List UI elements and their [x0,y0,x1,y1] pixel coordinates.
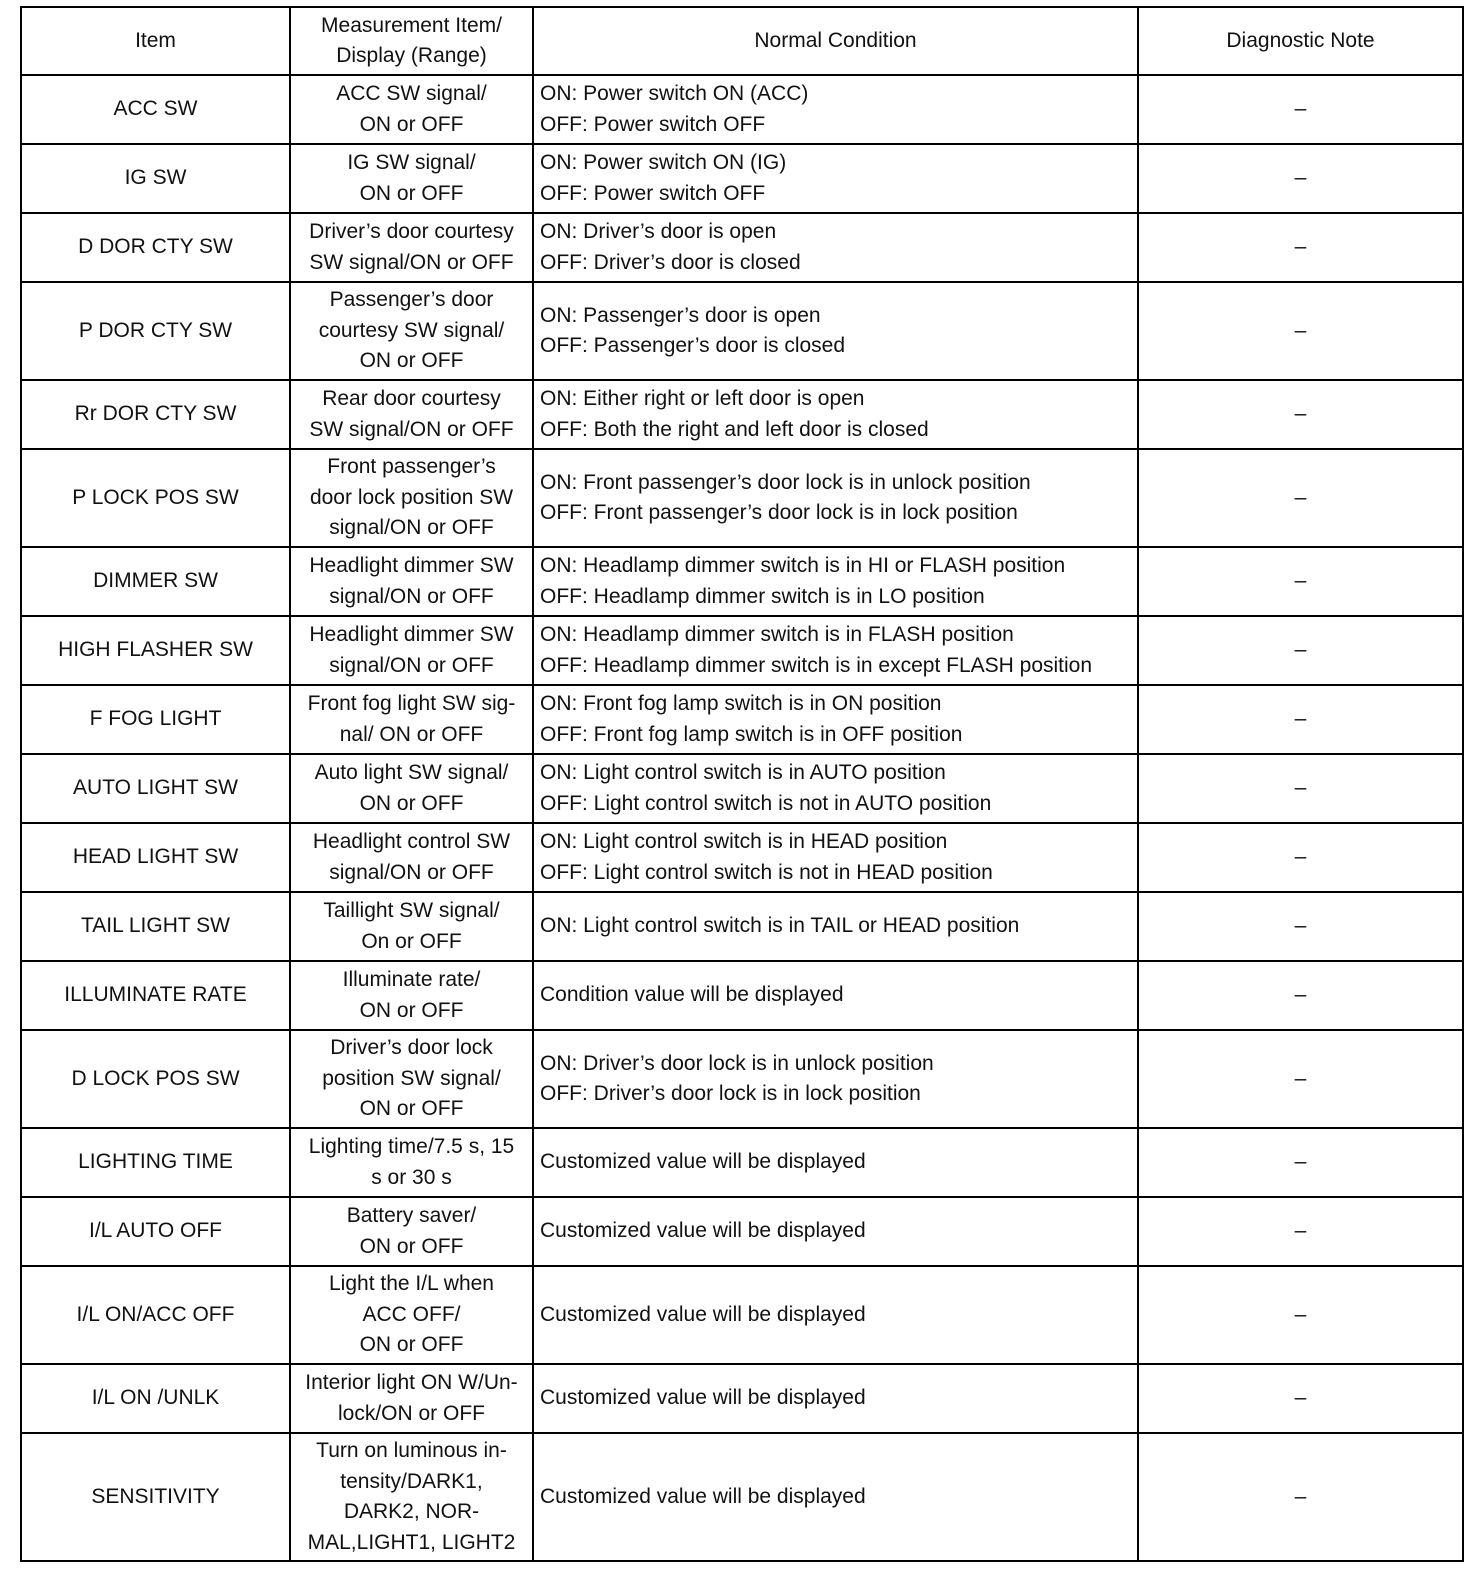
table-row [21,380,1463,449]
measurement-line: IG SW signal/ [347,151,476,174]
measurement-line: DARK2, NOR- [343,1500,480,1523]
normal-condition-line: ON: Front passenger’s door lock is in unlock position [540,470,1031,494]
normal-condition-line: ON: Driver’s door lock is in unlock position [540,1051,934,1075]
cell-diagnostic-note: – [1138,75,1463,144]
measurement-line: ACC SW signal/ [336,82,487,105]
header-normal-condition: Normal Condition [533,7,1138,75]
measurement-line: Driver’s door courtesy [309,220,514,243]
measurement-line: Interior light ON W/Un- [305,1371,518,1394]
table-row [21,144,1463,213]
cell-measurement [290,449,533,547]
cell-item: I/L ON /UNLK [21,1364,290,1433]
normal-condition-line: Customized value will be displayed [540,1219,866,1243]
cell-measurement [290,1030,533,1128]
measurement-line: ON or OFF [359,1097,464,1121]
table-row [21,547,1463,616]
normal-condition-line: ON: Passenger’s door is open [540,303,821,327]
cell-diagnostic-note: – [1138,1364,1463,1433]
cell-measurement [290,1197,533,1266]
cell-normal-condition [533,213,1138,282]
cell-normal-condition [533,282,1138,380]
measurement-line: ACC OFF/ [362,1302,461,1326]
measurement-line: signal/ON or OFF [329,860,494,884]
measurement-line: nal/ ON or OFF [339,722,484,746]
normal-condition-line: OFF: Headlamp dimmer switch is in except FLASH position [540,653,1093,677]
measurement-line: Taillight SW signal/ [323,899,500,922]
table-body [21,75,1463,1561]
cell-diagnostic-note: – [1138,282,1463,380]
normal-condition-line: ON: Front fog lamp switch is in ON position [540,692,942,715]
cell-diagnostic-note: – [1138,144,1463,213]
cell-item: ILLUMINATE RATE [21,961,290,1030]
measurement-line: MAL,LIGHT1, LIGHT2 [307,1530,516,1554]
measurement-line: SW signal/ON or OFF [309,250,514,274]
normal-condition-line: Customized value will be displayed [540,1150,866,1174]
cell-item: ACC SW [21,75,290,144]
cell-normal-condition [533,823,1138,892]
normal-condition-line: ON: Headlamp dimmer switch is in HI or FLASH position [540,554,1066,577]
cell-diagnostic-note: – [1138,449,1463,547]
normal-condition-line: OFF: Both the right and left door is closed [540,417,929,441]
cell-item: P LOCK POS SW [21,449,290,547]
measurement-line: SW signal/ON or OFF [309,417,514,441]
cell-normal-condition [533,685,1138,754]
cell-item: I/L ON/ACC OFF [21,1266,290,1364]
measurement-line: Auto light SW signal/ [314,761,509,784]
measurement-line: Light the I/L when [328,1272,494,1296]
normal-condition-line: ON: Power switch ON (ACC) [540,82,809,105]
normal-condition-line: Customized value will be displayed [540,1484,866,1508]
cell-diagnostic-note: – [1138,892,1463,961]
normal-condition-line: ON: Light control switch is in TAIL or HEAD position [540,914,1020,938]
cell-item: D DOR CTY SW [21,213,290,282]
measurement-line: Rear door courtesy [322,387,501,410]
measurement-line: Battery saver/ [346,1204,477,1227]
cell-normal-condition [533,75,1138,144]
normal-condition-line: OFF: Headlamp dimmer switch is in LO position [540,584,985,608]
measurement-line: position SW signal/ [322,1066,501,1090]
cell-item: P DOR CTY SW [21,282,290,380]
table-row [21,213,1463,282]
normal-condition-line: OFF: Power switch OFF [540,181,766,205]
cell-normal-condition [533,449,1138,547]
cell-diagnostic-note: – [1138,616,1463,685]
table-row [21,1364,1463,1433]
cell-normal-condition [533,754,1138,823]
normal-condition-line: ON: Light control switch is in HEAD position [540,830,948,853]
cell-item: I/L AUTO OFF [21,1197,290,1266]
normal-condition-line: OFF: Front passenger’s door lock is in lock position [540,501,1018,524]
cell-normal-condition [533,961,1138,1030]
measurement-line: Headlight dimmer SW [309,554,514,577]
cell-measurement [290,380,533,449]
normal-condition-line: OFF: Light control switch is not in HEAD position [540,860,993,884]
measurement-line: Front fog light SW sig- [307,692,516,715]
table-row [21,616,1463,685]
table-row [21,685,1463,754]
cell-diagnostic-note: – [1138,754,1463,823]
measurement-line: s or 30 s [371,1165,452,1189]
cell-item: IG SW [21,144,290,213]
header-diagnostic-note: Diagnostic Note [1138,7,1463,75]
measurement-line: ON or OFF [359,349,464,373]
cell-measurement [290,282,533,380]
measurement-line: ON or OFF [359,112,464,136]
table-row [21,1128,1463,1197]
diagnostic-table [20,6,1464,1562]
cell-item: LIGHTING TIME [21,1128,290,1197]
cell-item: HIGH FLASHER SW [21,616,290,685]
measurement-line: tensity/DARK1, [340,1469,483,1493]
cell-diagnostic-note: – [1138,823,1463,892]
normal-condition-line: Customized value will be displayed [540,1302,866,1326]
cell-item: DIMMER SW [21,547,290,616]
normal-condition-line: OFF: Light control switch is not in AUTO position [540,791,992,815]
normal-condition-line: OFF: Passenger’s door is closed [540,334,846,357]
cell-measurement [290,1364,533,1433]
cell-diagnostic-note: – [1138,1030,1463,1128]
measurement-line: signal/ON or OFF [329,584,494,608]
cell-measurement [290,616,533,685]
measurement-line: ON or OFF [359,791,464,815]
measurement-line: ON or OFF [359,181,464,205]
cell-normal-condition [533,616,1138,685]
cell-measurement [290,144,533,213]
table-row [21,282,1463,380]
cell-measurement [290,213,533,282]
cell-measurement [290,75,533,144]
measurement-line: ON or OFF [359,1333,464,1357]
measurement-line: Front passenger’s [327,455,496,479]
table-row [21,1030,1463,1128]
cell-diagnostic-note: – [1138,961,1463,1030]
measurement-line: Turn on luminous in- [316,1439,507,1462]
normal-condition-line: OFF: Driver’s door is closed [540,250,801,274]
cell-normal-condition [533,1197,1138,1266]
cell-normal-condition [533,1030,1138,1128]
measurement-line: signal/ON or OFF [329,516,494,540]
normal-condition-line: OFF: Front fog lamp switch is in OFF position [540,722,963,746]
cell-measurement [290,547,533,616]
cell-measurement [290,754,533,823]
cell-normal-condition [533,1266,1138,1364]
table-row [21,754,1463,823]
header-row [21,7,1463,75]
cell-normal-condition [533,547,1138,616]
cell-diagnostic-note: – [1138,1128,1463,1197]
measurement-line: Passenger’s door [329,288,494,312]
table-row [21,961,1463,1030]
measurement-line: Lighting time/7.5 s, 15 [308,1135,515,1158]
table-row [21,75,1463,144]
cell-normal-condition [533,144,1138,213]
cell-diagnostic-note: – [1138,1266,1463,1364]
cell-measurement [290,1266,533,1364]
measurement-line: lock/ON or OFF [337,1401,485,1425]
normal-condition-line: Customized value will be displayed [540,1386,866,1410]
measurement-line: Illuminate rate/ [342,968,481,991]
normal-condition-line: ON: Power switch ON (IG) [540,151,787,174]
measurement-line: Headlight control SW [312,830,511,853]
cell-item: Rr DOR CTY SW [21,380,290,449]
cell-normal-condition [533,1364,1138,1433]
cell-item: HEAD LIGHT SW [21,823,290,892]
cell-diagnostic-note: – [1138,1433,1463,1561]
table-row [21,449,1463,547]
normal-condition-line: ON: Headlamp dimmer switch is in FLASH position [540,623,1014,646]
measurement-line: courtesy SW signal/ [318,318,505,342]
cell-item: TAIL LIGHT SW [21,892,290,961]
normal-condition-line: ON: Light control switch is in AUTO position [540,761,946,784]
table-row [21,1433,1463,1561]
cell-diagnostic-note: – [1138,213,1463,282]
cell-diagnostic-note: – [1138,1197,1463,1266]
measurement-line: door lock position SW [309,485,514,509]
cell-diagnostic-note: – [1138,380,1463,449]
cell-measurement [290,1433,533,1561]
table-row [21,1266,1463,1364]
cell-item: F FOG LIGHT [21,685,290,754]
cell-measurement [290,892,533,961]
measurement-line: signal/ON or OFF [329,653,494,677]
normal-condition-line: ON: Either right or left door is open [540,387,865,410]
measurement-line: Driver’s door lock [330,1036,493,1060]
normal-condition-line: ON: Driver’s door is open [540,220,777,243]
cell-measurement [290,1128,533,1197]
cell-measurement [290,961,533,1030]
header-item: Item [21,7,290,75]
header-measurement: Measurement Item/ Display (Range) [290,7,533,75]
cell-diagnostic-note: – [1138,547,1463,616]
measurement-line: ON or OFF [359,1234,464,1258]
cell-item: D LOCK POS SW [21,1030,290,1128]
table-row [21,1197,1463,1266]
measurement-line: Headlight dimmer SW [309,623,514,646]
cell-measurement [290,823,533,892]
cell-item: AUTO LIGHT SW [21,754,290,823]
normal-condition-line: OFF: Driver’s door lock is in lock position [540,1082,921,1105]
measurement-line: On or OFF [361,929,462,953]
cell-normal-condition [533,1433,1138,1561]
table-row [21,892,1463,961]
cell-diagnostic-note: – [1138,685,1463,754]
normal-condition-line: Condition value will be displayed [540,983,844,1007]
cell-normal-condition [533,380,1138,449]
cell-measurement [290,685,533,754]
cell-normal-condition [533,892,1138,961]
cell-normal-condition [533,1128,1138,1197]
table-row [21,823,1463,892]
normal-condition-line: OFF: Power switch OFF [540,112,766,136]
measurement-line: ON or OFF [359,998,464,1022]
cell-item: SENSITIVITY [21,1433,290,1561]
